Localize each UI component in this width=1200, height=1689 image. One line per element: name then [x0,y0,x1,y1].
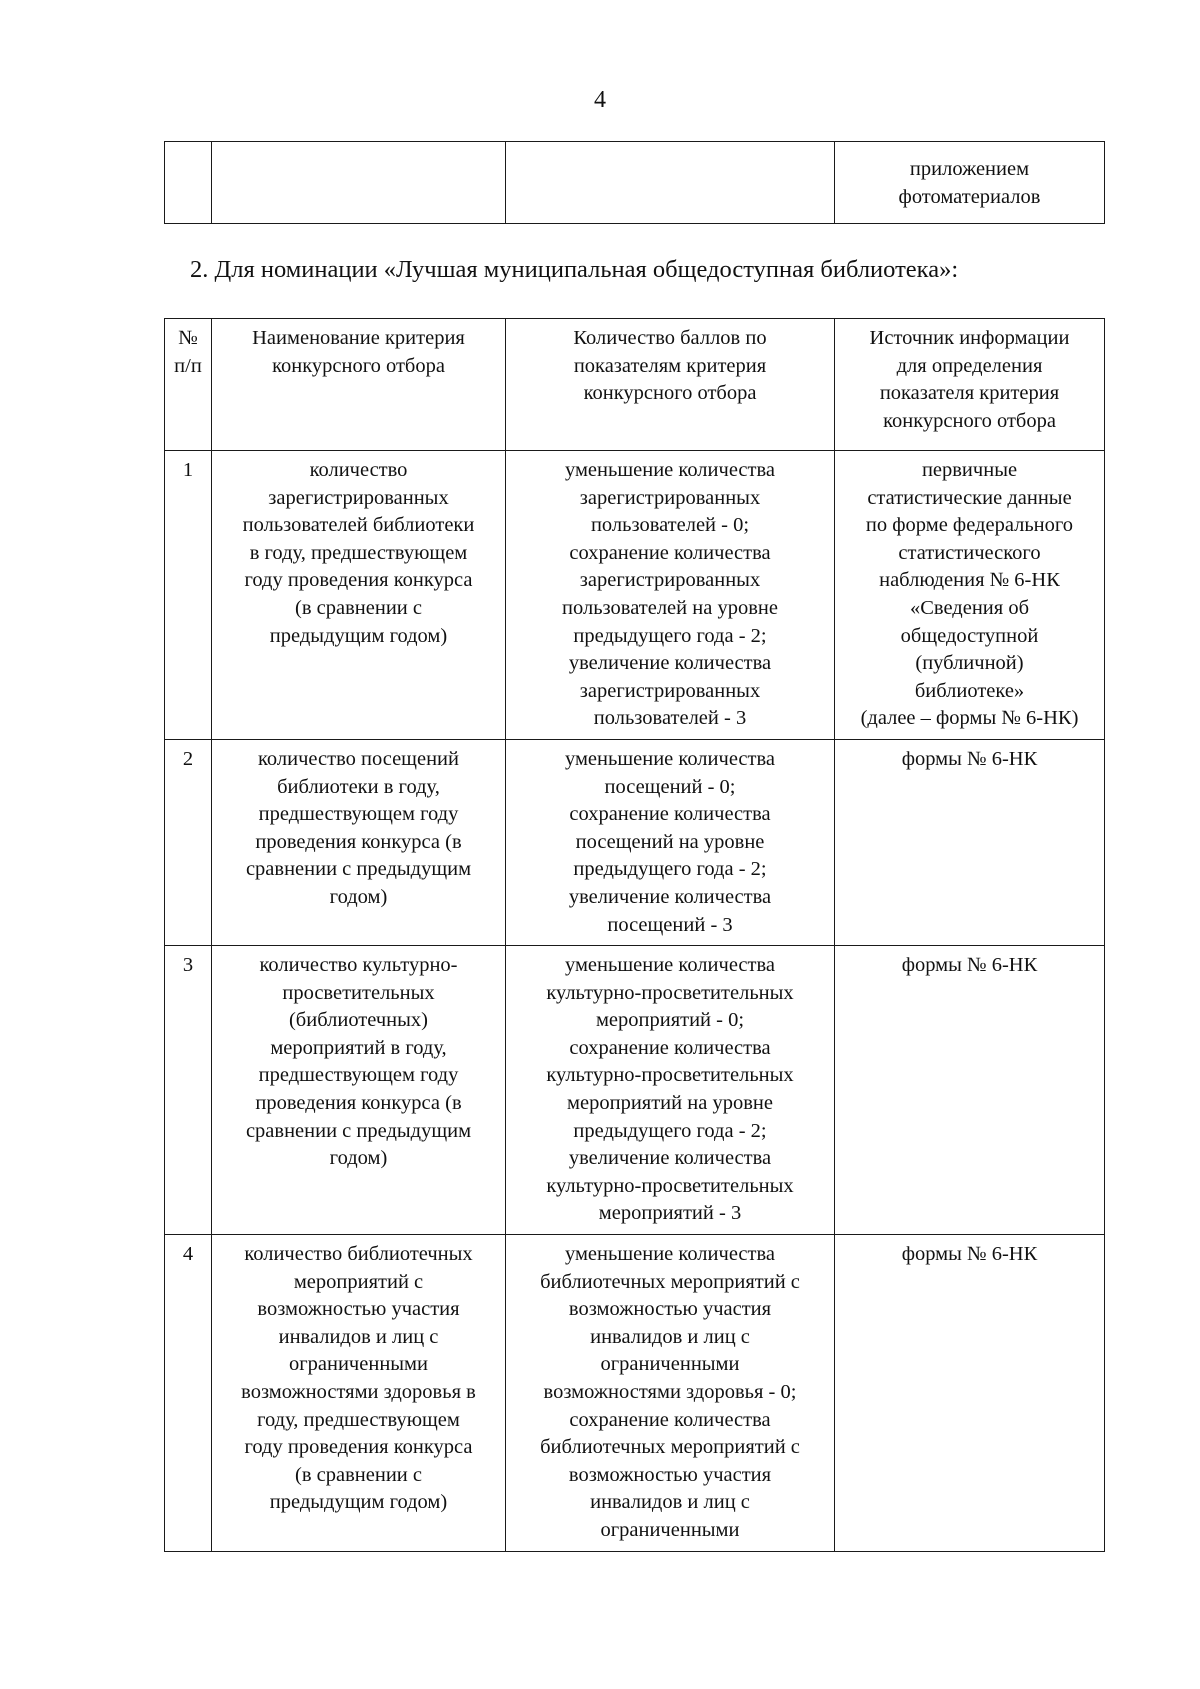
table-row [165,946,1105,1235]
criterion-cell: количество зарегистрированных пользователей библиотеки в году, предшествующем году проведения конкурса (в сравнении с предыдущим годом) [212,451,506,740]
row-number-cell: 3 [165,946,212,1235]
points-cell: уменьшение количества библиотечных мероприятий с возможностью участия инвалидов и лиц с ограниченными возможностями здоровья - 0; сохранение количества библиотечных мероприятий с возможностью участия инвалидов и лиц с ограниченными [506,1235,835,1552]
table-row [165,1235,1105,1552]
source-cell: формы № 6-НК [835,739,1105,945]
table-cell: приложением фотоматериалов [835,142,1105,224]
table-row [165,739,1105,945]
header-cell-points: Количество баллов по показателям критерия конкурсного отбора [506,319,835,451]
criterion-cell: количество культурно- просветительных (библиотечных) мероприятий в году, предшествующем году проведения конкурса (в сравнении с предыдущим годом) [212,946,506,1235]
page-number: 4 [594,87,606,113]
table-cell [212,142,506,224]
table-cell [165,142,212,224]
criterion-cell: количество посещений библиотеки в году, предшествующем году проведения конкурса (в сравнении с предыдущим годом) [212,739,506,945]
table-cell [506,142,835,224]
header-cell-source: Источник информации для определения показателя критерия конкурсного отбора [835,319,1105,451]
row-number-cell: 1 [165,451,212,740]
source-cell: формы № 6-НК [835,946,1105,1235]
header-cell-criterion: Наименование критерия конкурсного отбора [212,319,506,451]
continuation-table [164,141,1105,224]
section-heading: 2. Для номинации «Лучшая муниципальная общедоступная библиотека»: [190,256,959,283]
row-number-cell: 4 [165,1235,212,1552]
table-header-row [165,319,1105,451]
points-cell: уменьшение количества зарегистрированных пользователей - 0; сохранение количества зарегистрированных пользователей на уровне предыдущего года - 2; увеличение количества зарегистрированных пользователей - 3 [506,451,835,740]
row-number-cell: 2 [165,739,212,945]
source-cell: первичные статистические данные по форме федерального статистического наблюдения № 6-НК «Сведения об общедоступной (публичной) библиотеке» (далее – формы № 6-НК) [835,451,1105,740]
points-cell: уменьшение количества посещений - 0; сохранение количества посещений на уровне предыдущего года - 2; увеличение количества посещений - 3 [506,739,835,945]
table-row [165,142,1105,224]
criterion-cell: количество библиотечных мероприятий с возможностью участия инвалидов и лиц с ограниченными возможностями здоровья в году, предшествующем году проведения конкурса (в сравнении с предыдущим годом) [212,1235,506,1552]
header-cell-number: № п/п [165,319,212,451]
table-row [165,451,1105,740]
source-cell: формы № 6-НК [835,1235,1105,1552]
criteria-table [164,318,1105,1552]
points-cell: уменьшение количества культурно-просветительных мероприятий - 0; сохранение количества культурно-просветительных мероприятий на уровне предыдущего года - 2; увеличение количества культурно-просветительных мероприятий - 3 [506,946,835,1235]
